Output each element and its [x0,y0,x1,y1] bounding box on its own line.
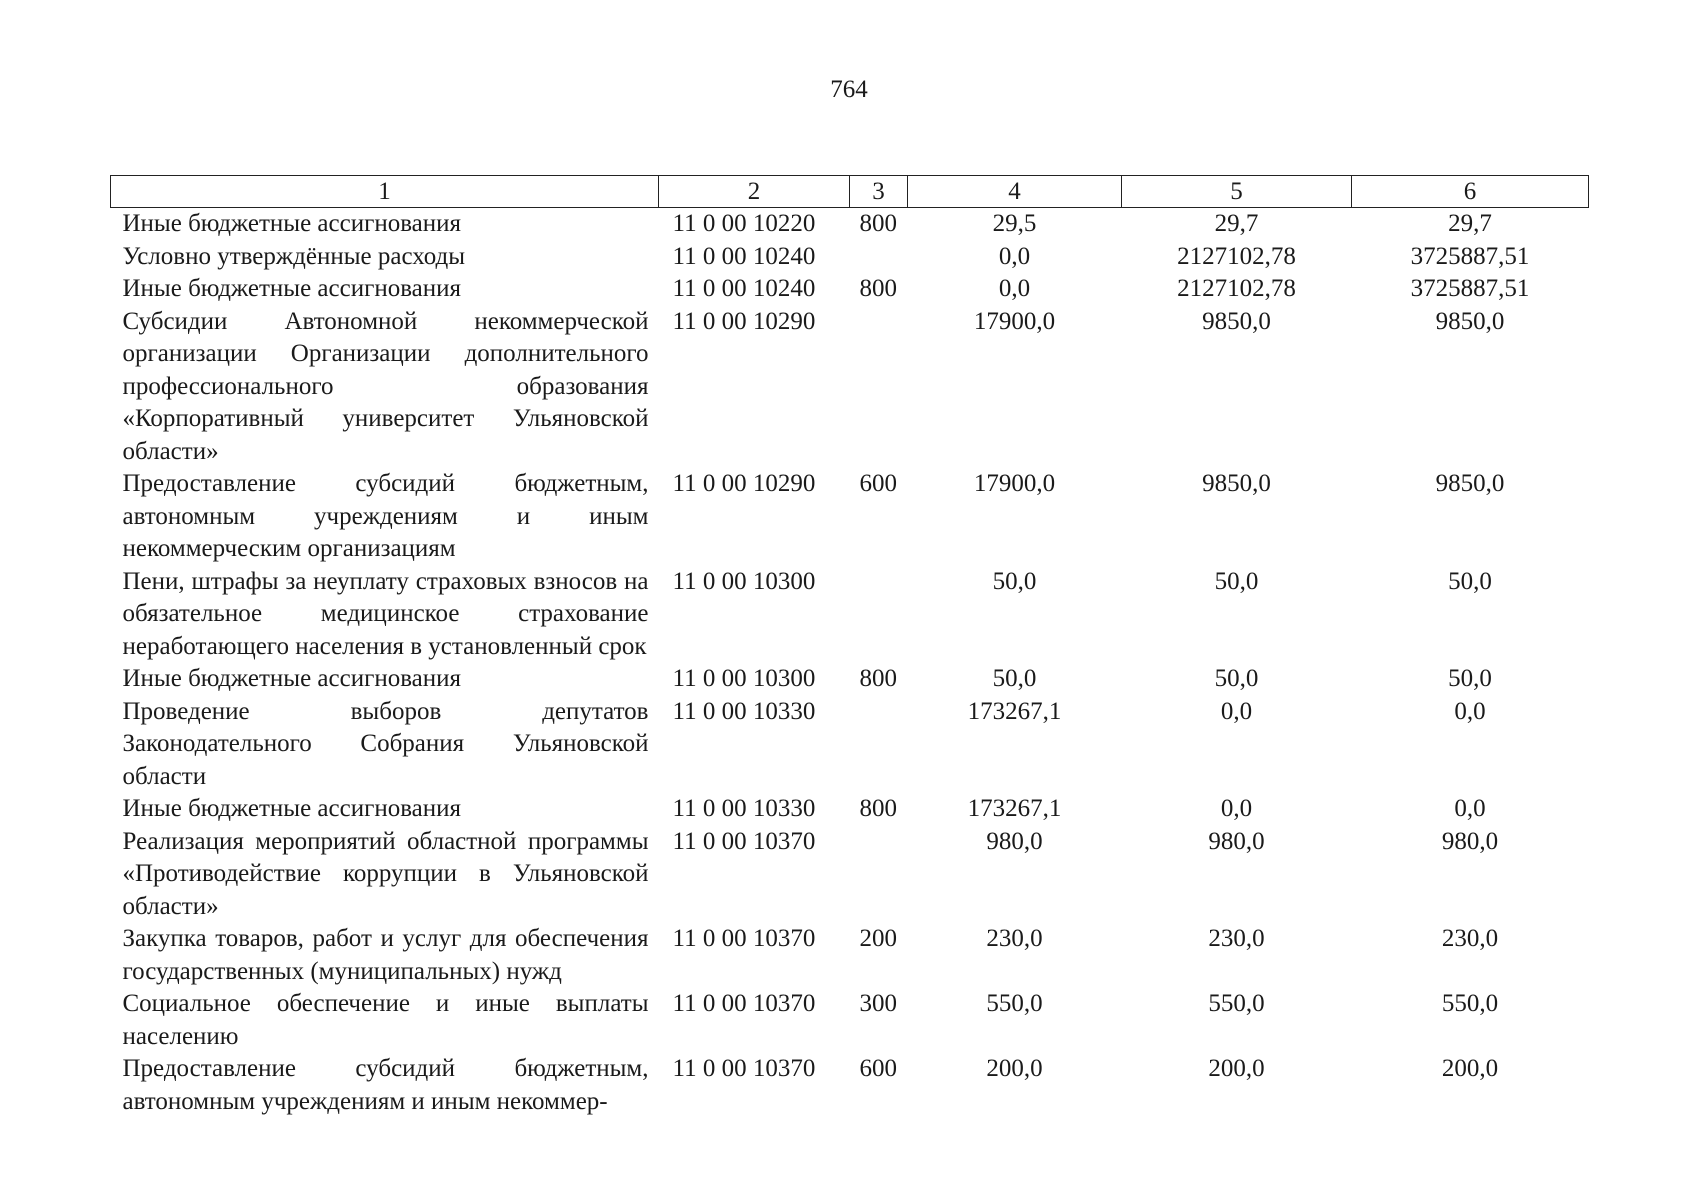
row-value-col4-cell: 50,0 [992,665,1037,692]
row-expense-type-cell: 600 [859,470,897,497]
row-value-col5-cell: 200,0 [1208,1055,1265,1082]
row-value-col4-cell: 173267,1 [967,697,1062,725]
row-expense-type-cell [850,241,908,274]
row-value-col5-cell: 230,0 [1208,925,1265,952]
row-value-col5-cell: 50,0 [1214,665,1259,692]
column-header-4: 4 [908,176,1122,208]
row-value-col4-cell: 550,0 [986,990,1043,1017]
row-code-cell: 11 0 00 10300 [672,665,816,692]
row-name-cell: Условно утверждённые расходы [122,242,466,270]
budget-table [110,175,1589,1118]
column-header-6: 6 [1352,176,1589,208]
row-value-col5-cell: 2127102,78 [1177,275,1296,302]
table-body [111,208,1589,1119]
row-value-col5-cell: 29,7 [1214,210,1259,237]
row-value-col4-cell: 0,0 [998,242,1031,270]
row-name-cell: Пени, штрафы за неуплату страховых взносов на обязательное медицинское страхование неработающего населения в установленный срок [122,567,649,660]
row-value-col6-cell: 29,7 [1448,210,1492,237]
table-row [111,988,1589,1053]
row-expense-type-cell: 800 [859,210,897,237]
row-value-col6-cell: 9850,0 [1435,470,1505,497]
page-number: 764 [830,76,868,103]
row-value-col6-cell: 230,0 [1441,925,1499,952]
row-value-col5-cell: 550,0 [1208,990,1265,1017]
row-code-cell: 11 0 00 10370 [672,827,816,855]
row-value-col5-cell: 2127102,78 [1177,242,1296,270]
row-value-col5-cell: 980,0 [1208,827,1265,855]
row-value-col4-cell: 0,0 [998,275,1031,302]
row-value-col6-cell: 550,0 [1441,990,1499,1017]
row-name-cell: Предоставление субсидий бюджетным, автономным учреждениям и иным некоммер- [122,1055,649,1115]
row-value-col5-cell: 0,0 [1220,795,1253,822]
row-code-cell: 11 0 00 10330 [672,697,816,725]
header-row [111,176,1589,208]
row-value-col4-cell: 50,0 [992,567,1037,595]
row-value-col5-cell: 0,0 [1220,697,1253,725]
row-name-cell: Субсидии Автономной некоммерческой организации Организации дополнительного профессионального образования «Корпоративный университет Ульяновской области» [122,307,649,465]
row-name-cell: Иные бюджетные ассигнования [122,275,462,302]
row-value-col6-cell: 50,0 [1448,665,1492,692]
column-header-5: 5 [1122,176,1352,208]
table-row [111,923,1589,988]
table-row [111,468,1589,566]
row-value-col6-cell: 0,0 [1454,697,1486,725]
row-value-col4-cell: 173267,1 [967,795,1062,822]
row-code-cell: 11 0 00 10370 [672,990,816,1017]
table-row [111,241,1589,274]
column-header-2: 2 [659,176,850,208]
row-value-col4-cell: 230,0 [986,925,1043,952]
row-value-col6-cell: 50,0 [1448,567,1492,595]
row-expense-type-cell: 200 [859,925,897,952]
row-value-col4-cell: 980,0 [986,827,1043,855]
row-code-cell: 11 0 00 10290 [672,470,816,497]
row-name-cell: Реализация мероприятий областной программы «Противодействие коррупции в Ульяновской области» [122,827,649,920]
table-row [111,696,1589,794]
row-value-col4-cell: 29,5 [992,210,1037,237]
row-code-cell: 11 0 00 10290 [672,307,816,335]
table-row [111,793,1589,826]
column-header-1: 1 [111,176,659,208]
row-name-cell: Иные бюджетные ассигнования [122,665,462,692]
table-row [111,663,1589,696]
row-name-cell: Закупка товаров, работ и услуг для обеспечения государственных (муниципальных) нужд [122,925,649,985]
row-expense-type-cell [850,306,908,469]
row-expense-type-cell: 800 [859,795,897,822]
row-code-cell: 11 0 00 10300 [672,567,816,595]
row-code-cell: 11 0 00 10220 [672,210,816,237]
table-header [111,176,1589,208]
row-expense-type-cell: 600 [859,1055,897,1082]
row-name-cell: Предоставление субсидий бюджетным, автономным учреждениям и иным некоммерческим организациям [122,470,649,562]
row-name-cell: Иные бюджетные ассигнования [122,795,462,822]
row-code-cell: 11 0 00 10240 [672,275,816,302]
table-row [111,208,1589,241]
row-code-cell: 11 0 00 10240 [672,242,816,270]
table-row [111,306,1589,469]
row-value-col6-cell: 980,0 [1441,827,1499,855]
table-row [111,826,1589,924]
row-value-col4-cell: 17900,0 [973,470,1056,497]
table-row [111,566,1589,664]
row-name-cell: Проведение выборов депутатов Законодательного Собрания Ульяновской области [122,697,649,790]
row-value-col5-cell: 50,0 [1214,567,1259,595]
row-value-col4-cell: 17900,0 [973,307,1056,335]
row-expense-type-cell [850,566,908,664]
row-value-col6-cell: 200,0 [1441,1055,1499,1082]
row-expense-type-cell: 800 [859,275,897,302]
row-name-cell: Социальное обеспечение и иные выплаты населению [122,990,649,1050]
row-value-col6-cell: 0,0 [1454,795,1486,822]
row-value-col6-cell: 3725887,51 [1410,275,1530,302]
row-code-cell: 11 0 00 10370 [672,1055,816,1082]
row-expense-type-cell [850,696,908,794]
row-code-cell: 11 0 00 10370 [672,925,816,952]
row-value-col5-cell: 9850,0 [1202,307,1271,335]
row-value-col4-cell: 200,0 [986,1055,1043,1082]
row-expense-type-cell: 800 [859,665,897,692]
row-value-col6-cell: 3725887,51 [1410,242,1530,270]
row-expense-type-cell: 300 [859,990,897,1017]
table-row [111,273,1589,306]
table-row [111,1053,1589,1118]
column-header-3: 3 [850,176,908,208]
row-value-col6-cell: 9850,0 [1435,307,1505,335]
row-expense-type-cell [850,826,908,924]
row-name-cell: Иные бюджетные ассигнования [122,210,462,237]
row-code-cell: 11 0 00 10330 [672,795,816,822]
row-value-col5-cell: 9850,0 [1202,470,1271,497]
